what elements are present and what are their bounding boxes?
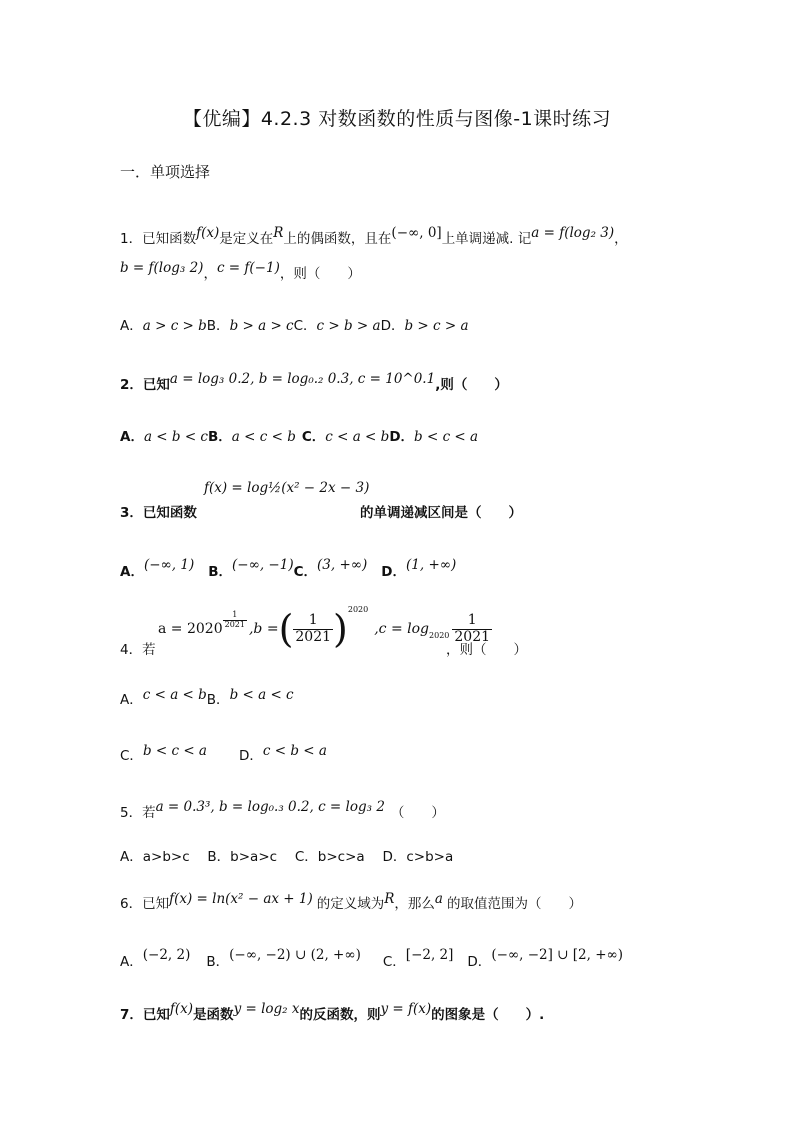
q4-a-exp-den: 2021 [224, 619, 245, 629]
q4-b-paren-right: ) [333, 607, 348, 651]
q4-c-lhs: ,c = log [374, 621, 430, 637]
q4-option-b-label: B． [206, 692, 230, 708]
q3-function: f(x) = log½(x² − 2x − 3) [204, 480, 370, 496]
q4-text-2: ，则（ ） [446, 642, 527, 658]
q3-text-2: 的单调递减区间是（ ） [360, 505, 522, 521]
q6-option-b-label: B． [206, 954, 230, 970]
q6-text-3: ，那么 [394, 896, 435, 912]
q7-text-4: 的图象是（ ）. [431, 1007, 545, 1023]
q4-options-row-2 [120, 744, 327, 764]
q4-a-exponent [223, 611, 247, 630]
q4-number-line [120, 638, 156, 658]
q4-a-lhs: a = 2020 [158, 621, 223, 637]
q1-comma-2: ， [203, 266, 217, 282]
q5-options[interactable]: A．a>b>c B．b>a>c C．b>c>a D．c>b>a [120, 849, 454, 865]
q6-option-c[interactable]: [−2, 2] [405, 947, 454, 963]
q2-option-d[interactable]: b < c < a [414, 429, 479, 445]
q3-option-b-label: B． [208, 564, 233, 580]
q2-option-b-label: B． [208, 429, 232, 445]
q4-options-row-1 [120, 688, 294, 708]
q1-text-1: 已知函数 [142, 231, 197, 247]
q2-line-1 [120, 373, 508, 393]
q2-number: 2． [120, 377, 143, 393]
q7-number: 7． [120, 1007, 143, 1023]
q4-option-c[interactable]: b < c < a [142, 743, 207, 759]
q1-option-b-label: B． [206, 318, 230, 334]
q3-line-1 [120, 501, 197, 521]
q1-fx: f(x) [196, 225, 220, 241]
q3-option-d[interactable]: (1, +∞) [406, 557, 457, 573]
q7-text-2: 是函数 [193, 1007, 234, 1023]
q6-option-d-label: D． [467, 954, 492, 970]
q1-option-a-label: A． [120, 318, 143, 334]
q4-b-den: 2021 [295, 628, 332, 645]
q4-option-d-label: D． [238, 748, 263, 764]
q7-y-equals-fx: y = f(x) [380, 1001, 432, 1017]
page-title: 【优编】4.2.3 对数函数的性质与图像-1课时练习 [182, 108, 612, 130]
q6-option-d[interactable]: (−∞, −2] ∪ [2, +∞) [491, 947, 624, 963]
q7-text-3: 的反函数，则 [299, 1007, 381, 1023]
q5-number: 5． [120, 805, 143, 821]
q4-b-paren-left: ( [278, 607, 294, 651]
q1-def-a: a = f(log₂ 3) [531, 225, 615, 241]
q2-option-c-label: C． [301, 429, 326, 445]
q5-expression: a = 0.3³, b = log₀.₃ 0.2, c = log₃ 2 [155, 799, 385, 815]
q7-line-1 [120, 1003, 544, 1023]
q3-option-d-label: D． [381, 564, 406, 580]
q4-text-1: 若 [142, 642, 156, 658]
q6-text-4: 的取值范围为（ ） [446, 896, 582, 912]
q1-option-a[interactable]: a > c > b [142, 318, 207, 334]
q2-option-a-label: A． [120, 429, 144, 445]
q6-options [120, 947, 624, 970]
q6-option-a-label: A． [120, 954, 143, 970]
q1-option-d-label: D． [380, 318, 405, 334]
q4-b-fraction [293, 613, 333, 645]
q2-text-2: ,则（ ） [435, 377, 508, 393]
q7-log-function: y = log₂ x [233, 1001, 300, 1017]
q6-text-1: 已知 [142, 896, 170, 912]
q6-text-2: 的定义域为 [316, 896, 385, 912]
q1-option-c[interactable]: c > b > a [316, 318, 381, 334]
q3-number: 3． [120, 505, 143, 521]
q6-R: R [384, 891, 395, 907]
q2-text-1: 已知 [142, 377, 170, 393]
q5-text-2: （ ） [390, 805, 445, 821]
q3-option-a[interactable]: (−∞, 1) [143, 557, 195, 573]
q1-option-b[interactable]: b > a > c [229, 318, 294, 334]
q4-number: 4． [120, 642, 143, 658]
q2-expression: a = log₃ 0.2, b = log₀.₂ 0.3, c = 10^0.1 [169, 371, 436, 387]
q1-option-d[interactable]: b > c > a [404, 318, 469, 334]
q6-line-1 [120, 892, 582, 912]
q6-number: 6． [120, 896, 143, 912]
q4-b-lhs: ,b = [248, 621, 279, 637]
q1-comma: ， [614, 231, 628, 247]
q1-line-1 [120, 227, 628, 247]
q5-line-1 [120, 801, 445, 821]
q1-def-b: b = f(log₃ 2) [120, 260, 204, 276]
q4-expression [158, 606, 492, 652]
q4-a-exp-num: 1 [223, 611, 247, 621]
q1-R: R [273, 225, 284, 241]
q1-text-2: 是定义在 [219, 231, 274, 247]
q2-options [120, 425, 478, 445]
q4-option-a[interactable]: c < a < b [142, 687, 207, 703]
q6-function: f(x) = ln(x² − ax + 1) [169, 891, 313, 907]
q4-b-exponent: 2020 [347, 604, 369, 614]
q1-interval: (−∞, 0] [391, 225, 442, 241]
q1-line-2 [120, 262, 361, 282]
q4-option-b[interactable]: b < a < c [229, 687, 294, 703]
q7-fx: f(x) [169, 1001, 194, 1017]
q1-text-4: 上单调递减. 记 [441, 231, 532, 247]
q4-c-den: 2021 [454, 628, 491, 645]
q2-option-d-label: D． [389, 429, 415, 445]
q4-option-a-label: A． [120, 692, 143, 708]
q6-a: a [434, 891, 443, 907]
q3-options [120, 557, 457, 580]
q5-text-1: 若 [142, 805, 156, 821]
q3-option-c-label: C． [293, 564, 318, 580]
q1-options [120, 314, 469, 334]
section-heading: 一．单项选择 [120, 163, 211, 181]
q1-option-c-label: C． [293, 318, 317, 334]
q2-option-c[interactable]: c < a < b [325, 429, 390, 445]
q4-option-d[interactable]: c < b < a [262, 743, 327, 759]
q4-c-base: 2020 [429, 630, 450, 640]
q3-option-c[interactable]: (3, +∞) [317, 557, 368, 573]
q1-text-3: 上的偶函数，且在 [283, 231, 392, 247]
q4-c-num: 1 [452, 613, 492, 629]
q1-number: 1． [120, 231, 143, 247]
q1-def-c: c = f(−1) [216, 260, 280, 276]
q7-text-1: 已知 [142, 1007, 170, 1023]
q2-option-b[interactable]: a < c < b [231, 429, 296, 445]
q3-text-1: 已知函数 [142, 505, 197, 521]
q4-b-num: 1 [293, 613, 333, 629]
q4-option-c-label: C． [120, 748, 143, 764]
q3-option-a-label: A． [120, 564, 144, 580]
q6-option-a[interactable]: (−2, 2) [142, 947, 191, 963]
q1-text-5: ，则（ ） [279, 266, 361, 282]
q6-option-c-label: C． [382, 954, 406, 970]
q3-option-b[interactable]: (−∞, −1) [232, 557, 294, 573]
q6-option-b[interactable]: (−∞, −2) ∪ (2, +∞) [229, 947, 361, 963]
q2-option-a[interactable]: a < b < c [143, 429, 208, 445]
